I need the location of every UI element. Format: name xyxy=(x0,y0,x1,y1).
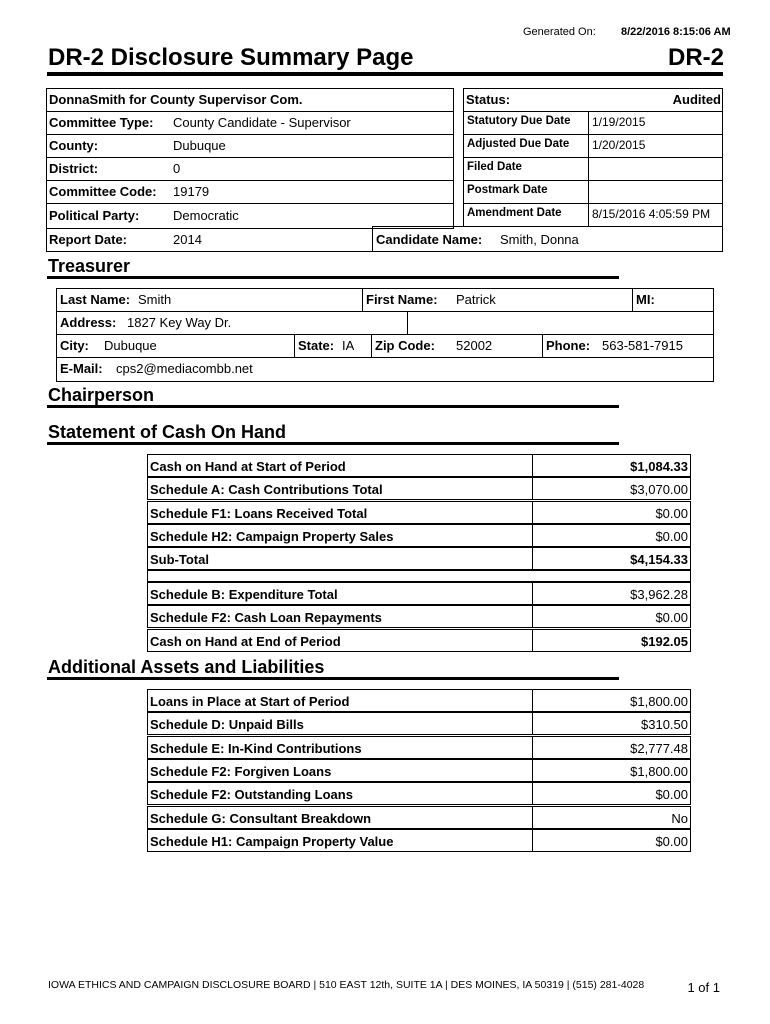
city-label: City: xyxy=(60,338,89,353)
table-row xyxy=(147,605,691,628)
treasurer-heading: Treasurer xyxy=(48,256,131,276)
phone-value: 563-581-7915 xyxy=(602,338,683,353)
zip-label: Zip Code: xyxy=(375,338,435,353)
row-value: $192.05 xyxy=(532,629,691,652)
row-label: Sub-Total xyxy=(147,547,533,570)
row-label: Cash on Hand at Start of Period xyxy=(147,454,533,477)
candidate-name-label: Candidate Name: xyxy=(376,232,483,247)
city-value: Dubuque xyxy=(104,338,157,353)
address2-cell xyxy=(407,311,714,335)
table-row xyxy=(147,629,691,652)
table-row xyxy=(147,806,691,829)
first-name-label: First Name: xyxy=(366,292,438,307)
last-name-label: Last Name: xyxy=(60,292,131,307)
table-row xyxy=(147,501,691,524)
table-row xyxy=(147,582,691,605)
row-value: $0.00 xyxy=(532,501,691,524)
postmark-date-label: Postmark Date xyxy=(467,184,548,196)
assets-divider xyxy=(47,677,619,680)
last-name-value: Smith xyxy=(138,292,172,307)
generated-on-value: 8/22/2016 8:15:06 AM xyxy=(621,26,731,38)
table-row xyxy=(147,689,691,712)
city-cell xyxy=(56,334,295,358)
report-date-value: 2014 xyxy=(173,232,202,247)
footer-address: IOWA ETHICS AND CAMPAIGN DISCLOSURE BOARD | 510 EAST 12th, SUITE 1A | DES MOINES, IA 50319 | (515) 281-4028 xyxy=(48,979,645,991)
mi-label: MI: xyxy=(636,292,655,307)
party-value: Democratic xyxy=(173,208,239,223)
committee-type-label: Committee Type: xyxy=(49,115,154,130)
committee-code-value: 19179 xyxy=(173,184,210,199)
row-label: Schedule D: Unpaid Bills xyxy=(147,712,533,735)
table-row xyxy=(147,454,691,477)
row-value: $310.50 xyxy=(532,712,691,735)
row-value: $1,800.00 xyxy=(532,759,691,782)
statutory-due-label: Statutory Due Date xyxy=(467,115,571,127)
row-label: Schedule H2: Campaign Property Sales xyxy=(147,524,533,547)
committee-name: DonnaSmith for County Supervisor Com. xyxy=(49,92,303,107)
status-label: Status: xyxy=(466,92,511,107)
phone-label: Phone: xyxy=(546,338,591,353)
row-value: $1,800.00 xyxy=(532,689,691,712)
cash-on-hand-heading: Statement of Cash On Hand xyxy=(48,422,287,442)
committee-type-value: County Candidate - Supervisor xyxy=(173,115,351,130)
statutory-due-value: 1/19/2015 xyxy=(592,115,646,129)
treasurer-divider xyxy=(47,276,619,279)
zip-value: 52002 xyxy=(456,338,493,353)
row-value: $0.00 xyxy=(532,605,691,628)
row-value: $0.00 xyxy=(532,829,691,852)
filed-value-cell xyxy=(588,157,723,181)
row-value: No xyxy=(532,806,691,829)
state-label: State: xyxy=(298,338,335,353)
amendment-date-value: 8/15/2016 4:05:59 PM xyxy=(592,207,711,221)
postmark-value-cell xyxy=(588,180,723,204)
status-value: Audited xyxy=(672,92,721,107)
table-row xyxy=(147,829,691,852)
row-label: Schedule F1: Loans Received Total xyxy=(147,501,533,524)
amendment-date-label: Amendment Date xyxy=(467,207,562,219)
adjusted-due-value: 1/20/2015 xyxy=(592,138,646,152)
row-label: Loans in Place at Start of Period xyxy=(147,689,533,712)
table-row xyxy=(147,547,691,570)
committee-code-label: Committee Code: xyxy=(49,184,157,199)
table-row xyxy=(147,477,691,500)
email-label: E-Mail: xyxy=(60,361,103,376)
row-value: $2,777.48 xyxy=(532,736,691,759)
filed-date-label: Filed Date xyxy=(467,161,522,173)
table-row xyxy=(147,524,691,547)
row-label: Schedule H1: Campaign Property Value xyxy=(147,829,533,852)
committee-name-cell xyxy=(46,88,454,112)
table-row xyxy=(147,759,691,782)
table-row xyxy=(147,782,691,805)
row-value: $3,070.00 xyxy=(532,477,691,500)
county-label: County: xyxy=(49,138,99,153)
row-label: Schedule A: Cash Contributions Total xyxy=(147,477,533,500)
row-value: $0.00 xyxy=(532,782,691,805)
title-divider xyxy=(47,72,723,76)
assets-heading: Additional Assets and Liabilities xyxy=(48,657,325,677)
first-name-value: Patrick xyxy=(456,292,496,307)
cash-table-spacer xyxy=(147,570,691,582)
chairperson-heading: Chairperson xyxy=(48,385,155,405)
row-value: $4,154.33 xyxy=(532,547,691,570)
county-value: Dubuque xyxy=(173,138,226,153)
email-value: cps2@mediacombb.net xyxy=(116,361,253,376)
district-row xyxy=(46,157,454,181)
report-date-label: Report Date: xyxy=(49,232,128,247)
party-label: Political Party: xyxy=(49,208,140,223)
candidate-name-value: Smith, Donna xyxy=(500,232,579,247)
table-row xyxy=(147,736,691,759)
table-row xyxy=(147,712,691,735)
state-value: IA xyxy=(342,338,355,353)
address-value: 1827 Key Way Dr. xyxy=(127,315,232,330)
row-label: Cash on Hand at End of Period xyxy=(147,629,533,652)
page-title: DR-2 Disclosure Summary Page xyxy=(48,44,414,71)
row-label: Schedule F2: Forgiven Loans xyxy=(147,759,533,782)
row-label: Schedule F2: Outstanding Loans xyxy=(147,782,533,805)
row-value: $0.00 xyxy=(532,524,691,547)
generated-on-label: Generated On: xyxy=(523,26,596,38)
adjusted-due-label: Adjusted Due Date xyxy=(467,138,570,150)
page-number: 1 of 1 xyxy=(687,980,720,995)
row-label: Schedule G: Consultant Breakdown xyxy=(147,806,533,829)
address-label: Address: xyxy=(60,315,117,330)
chairperson-divider xyxy=(47,405,619,408)
row-label: Schedule B: Expenditure Total xyxy=(147,582,533,605)
row-label: Schedule F2: Cash Loan Repayments xyxy=(147,605,533,628)
cash-on-hand-divider xyxy=(47,442,619,445)
row-value: $3,962.28 xyxy=(532,582,691,605)
form-code: DR-2 xyxy=(667,44,724,71)
row-value: $1,084.33 xyxy=(532,454,691,477)
county-row xyxy=(46,134,454,158)
row-label: Schedule E: In-Kind Contributions xyxy=(147,736,533,759)
district-label: District: xyxy=(49,161,99,176)
district-value: 0 xyxy=(173,161,181,176)
